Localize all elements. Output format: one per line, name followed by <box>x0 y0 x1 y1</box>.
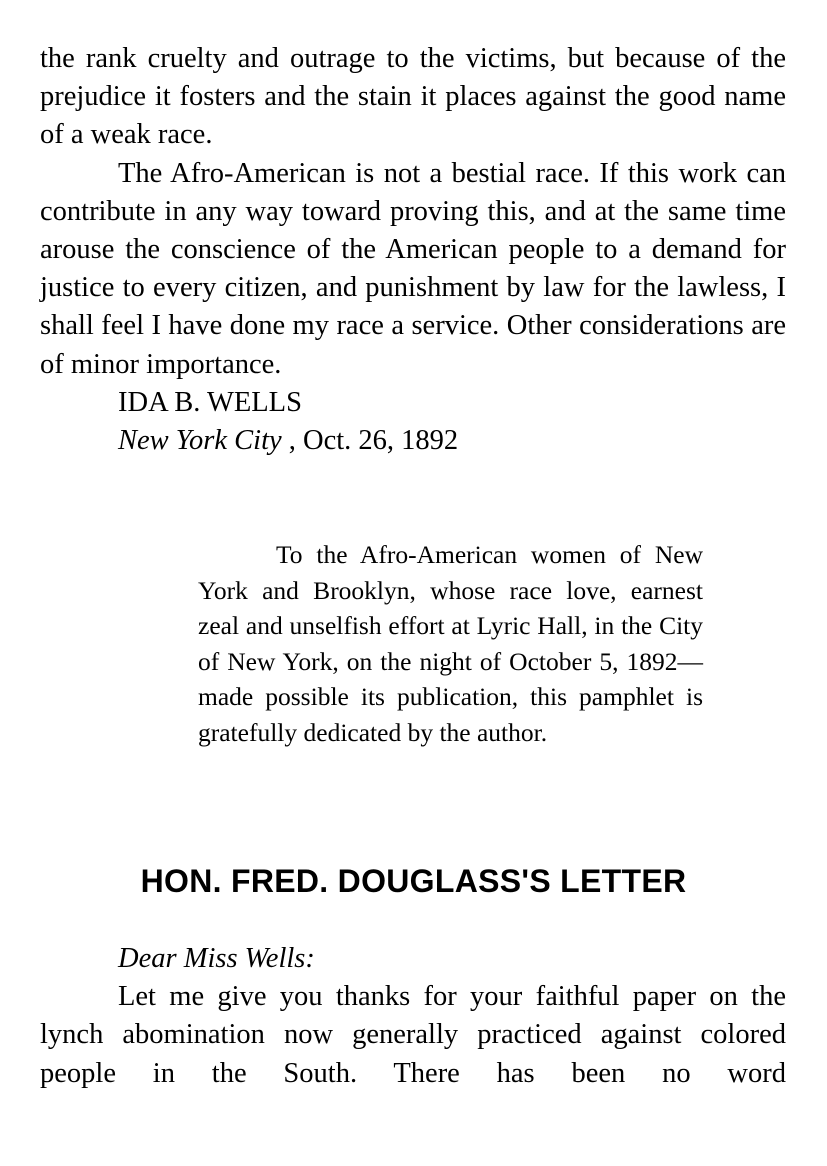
letter-salutation: Dear Miss Wells: <box>118 943 315 974</box>
preface-paragraph-1: the rank cruelty and outrage to the victims, but because of the prejudice it fosters and the stain it places against the good name of a weak race. <box>40 43 786 151</box>
signature-date: , Oct. 26, 1892 <box>281 425 459 457</box>
letter-section <box>40 940 786 1093</box>
letter-heading: HON. FRED. DOUGLASS'S LETTER <box>140 863 687 899</box>
signature-place-date <box>40 422 786 460</box>
letter-body: Let me give you thanks for your faithful paper on the lynch abomination now generally practiced against colored people in the South. There has been no word <box>40 981 786 1089</box>
preface-paragraph-2: The Afro-American is not a bestial race. If this work can contribute in any way toward proving this, and at the same time arouse the conscience of the American people to a demand for justice to every citizen, and punishment by law for the lawless, I shall feel I have done my race a service. Other considerations are of minor importance. <box>40 157 786 380</box>
preface-section <box>40 40 786 460</box>
signature-place: New York City <box>118 425 282 457</box>
dedication-text: To the Afro-American women of New York and Brooklyn, whose race love, earnest zeal and unselfish effort at Lyric Hall, in the City of New York, on the night of October 5, 1892—made possible its publication, this pamphlet is gratefully dedicated by the author. <box>198 540 703 747</box>
author-signature: IDA B. WELLS <box>118 386 302 418</box>
